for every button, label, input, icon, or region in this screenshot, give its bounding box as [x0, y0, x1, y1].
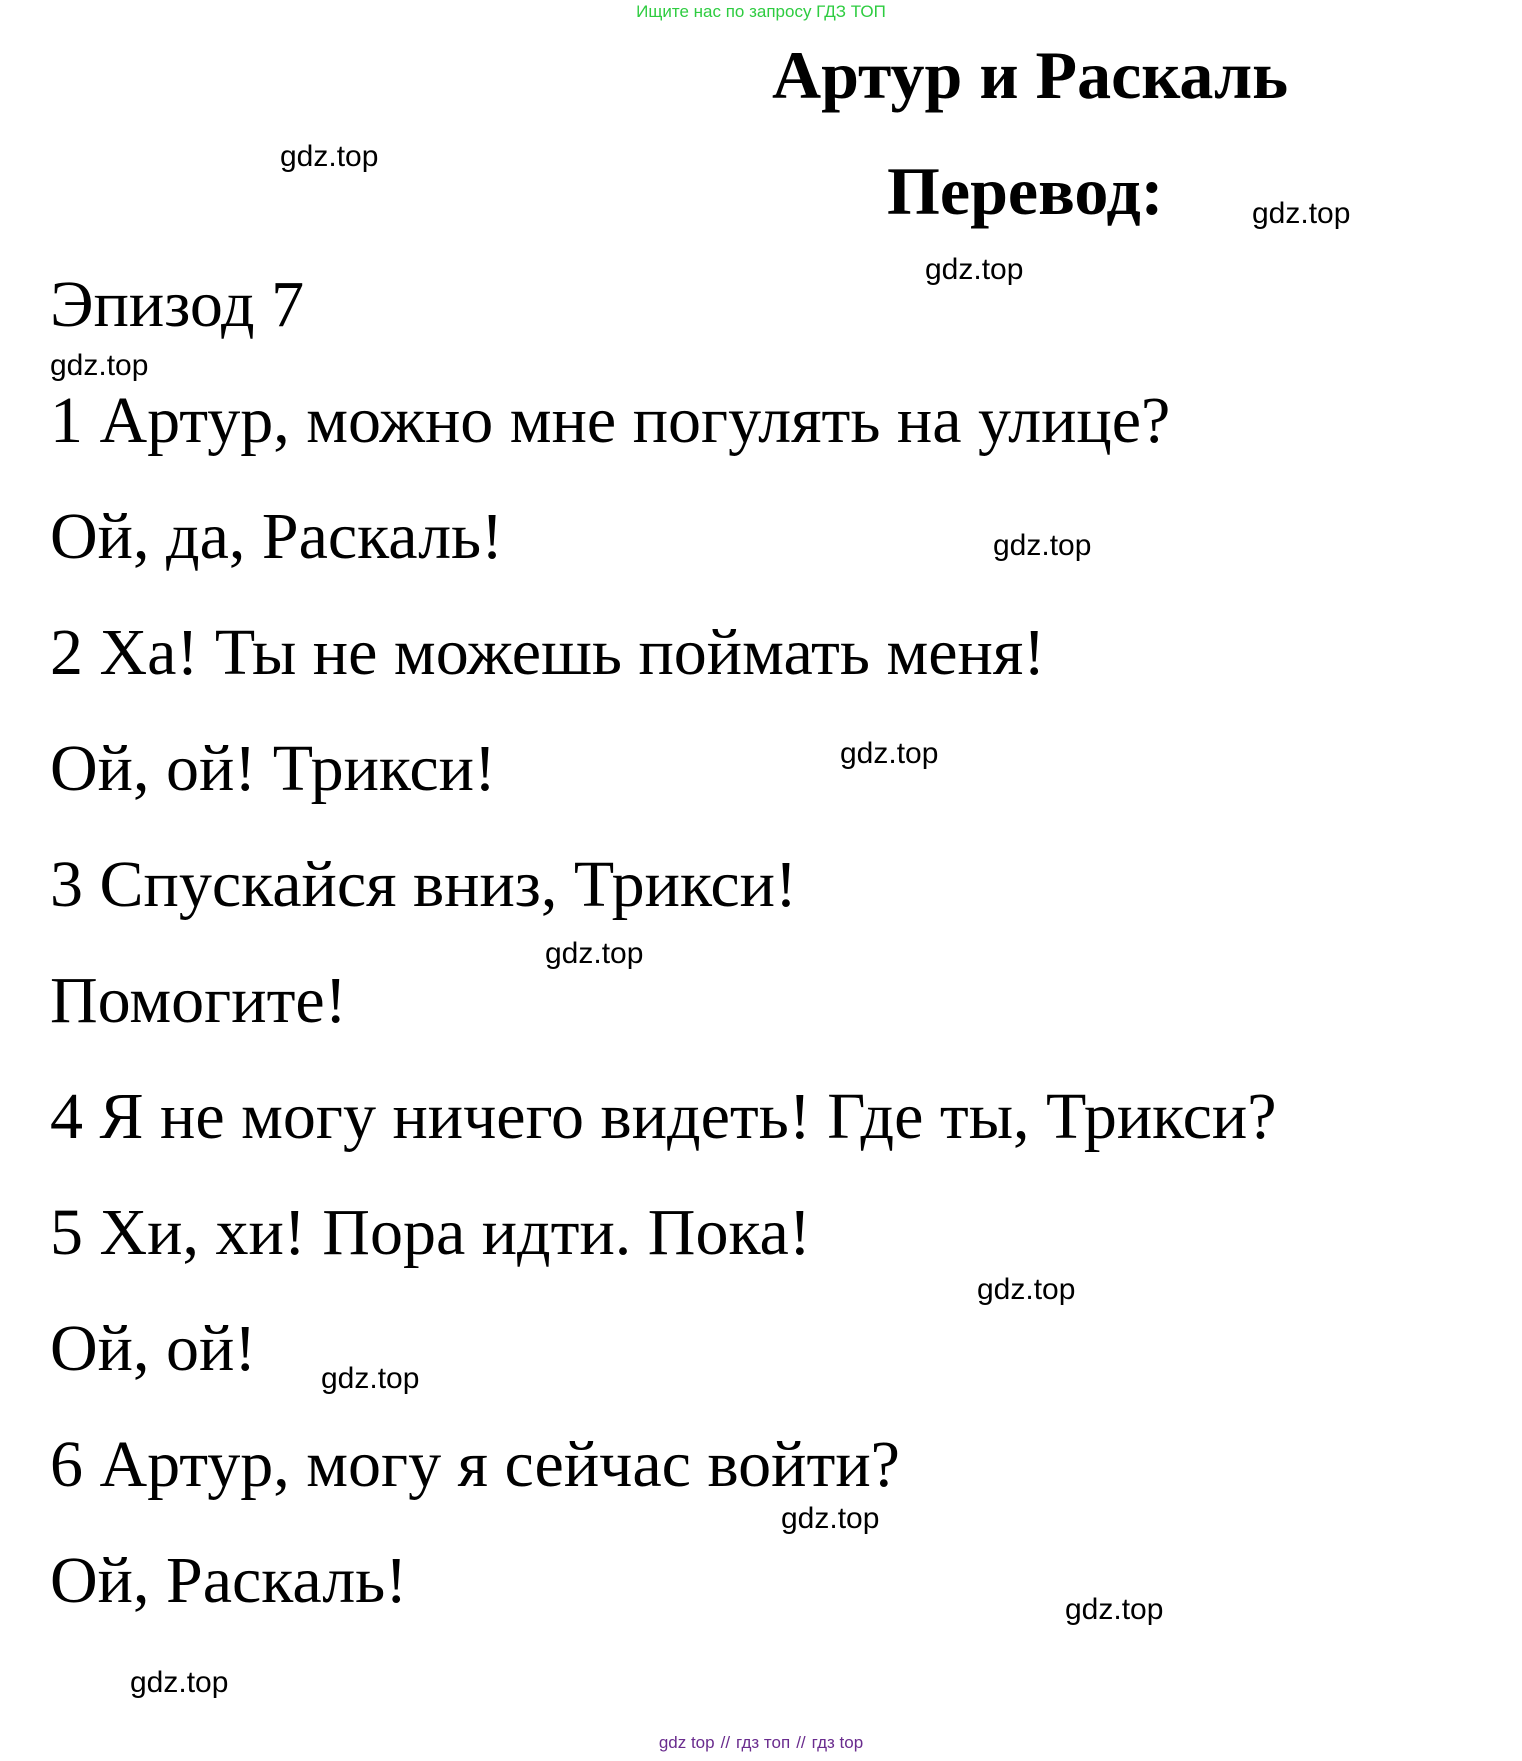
footer-link[interactable]: гдз топ: [736, 1733, 791, 1752]
dialogue-line: Ой, да, Раскаль!: [50, 500, 504, 573]
dialogue-line: 3 Спускайся вниз, Трикси!: [50, 848, 797, 921]
dialogue-line: 4 Я не могу ничего видеть! Где ты, Трикси?: [50, 1080, 1277, 1153]
page-title: Артур и Раскаль: [772, 37, 1289, 113]
watermark: gdz.top: [50, 349, 149, 382]
dialogue-line: Ой, ой! Трикси!: [50, 732, 496, 805]
footer: [0, 1733, 1522, 1753]
dialogue-line: 1 Артур, можно мне погулять на улице?: [50, 384, 1171, 457]
dialogue-line: 5 Хи, хи! Пора идти. Пока!: [50, 1196, 811, 1269]
watermark: gdz.top: [781, 1502, 880, 1535]
footer-link[interactable]: gdz top: [658, 1733, 715, 1752]
watermark: gdz.top: [545, 937, 644, 970]
dialogue-line: Ой, ой!: [50, 1312, 257, 1385]
watermark: gdz.top: [321, 1362, 420, 1395]
dialogue-line: 6 Артур, могу я сейчас войти?: [50, 1428, 900, 1501]
page-subtitle: Перевод:: [887, 153, 1164, 229]
dialogue-line: 2 Ха! Ты не можешь поймать меня!: [50, 616, 1046, 689]
watermark: gdz.top: [977, 1273, 1076, 1306]
watermark: gdz.top: [280, 140, 379, 173]
episode-heading: Эпизод 7: [50, 268, 305, 341]
watermark: gdz.top: [925, 253, 1024, 286]
watermark: gdz.top: [993, 529, 1092, 562]
dialogue-line: Ой, Раскаль!: [50, 1544, 408, 1617]
dialogue-line: Помогите!: [50, 964, 347, 1037]
watermark: gdz.top: [130, 1666, 229, 1699]
footer-separator: //: [796, 1733, 806, 1752]
footer-link[interactable]: гдз top: [811, 1733, 864, 1752]
watermark: gdz.top: [1252, 197, 1351, 230]
watermark: gdz.top: [1065, 1593, 1164, 1626]
search-hint: Ищите нас по запросу ГДЗ ТОП: [636, 2, 886, 21]
footer-separator: //: [720, 1733, 731, 1752]
watermark: gdz.top: [840, 737, 939, 770]
